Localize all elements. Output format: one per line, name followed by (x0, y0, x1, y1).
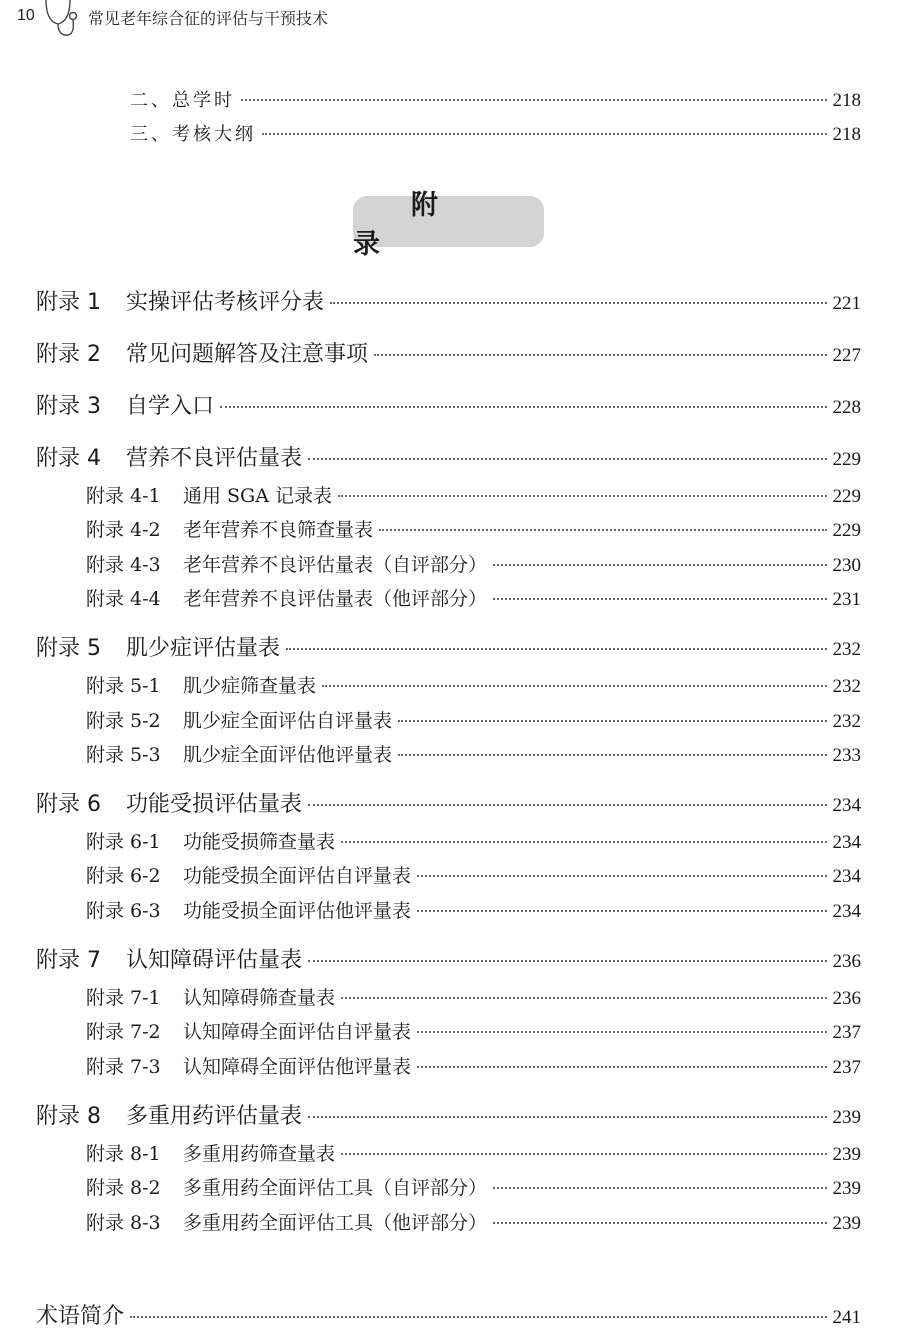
entry-title: 实操评估考核评分表 (126, 290, 325, 315)
entry-label (86, 1208, 487, 1235)
toc-entry-appendix[interactable] (36, 337, 861, 368)
toc-entry-subappendix[interactable] (86, 1139, 861, 1166)
page-ref: 239 (832, 1143, 861, 1165)
entry-title: 三、考核大纲 (130, 124, 256, 145)
dot-leader (322, 685, 826, 687)
entry-title: 老年营养不良评估量表（他评部分） (183, 587, 488, 610)
entry-title: 多重用药全面评估工具（自评部分） (183, 1177, 488, 1200)
page-ref: 231 (832, 588, 861, 610)
page-number: 10 (17, 7, 35, 24)
entry-number: 附录 2 (36, 342, 101, 367)
entry-title: 通用 SGA 记录表 (183, 485, 332, 507)
entry-title: 营养不良评估量表 (126, 446, 303, 471)
page-ref: 218 (832, 124, 861, 145)
dot-leader (330, 302, 826, 304)
stethoscope-icon (40, 0, 80, 40)
dot-leader (308, 1116, 826, 1118)
toc-entry-subappendix[interactable] (86, 481, 861, 508)
entry-number: 附录 8 (36, 1103, 101, 1129)
toc-entry-subappendix[interactable] (86, 861, 861, 888)
entry-number: 附录 4 (36, 446, 101, 471)
entry-label (36, 1299, 124, 1330)
entry-title: 多重用药评估量表 (126, 1103, 303, 1129)
toc-entry-subappendix[interactable] (86, 896, 861, 923)
dot-leader (417, 1066, 826, 1068)
dot-leader (417, 910, 826, 912)
entry-label (36, 337, 368, 368)
entry-number: 附录 6-1 (86, 831, 161, 854)
entry-label (36, 441, 302, 472)
entry-title: 认知障碍全面评估自评量表 (183, 1021, 412, 1044)
toc-entry-subappendix[interactable] (86, 740, 861, 767)
entry-number: 附录 5-3 (86, 743, 161, 766)
page-ref: 229 (832, 449, 861, 470)
page-ref: 228 (832, 397, 861, 418)
toc-entry-subappendix[interactable] (86, 1173, 861, 1200)
entry-number: 附录 5 (36, 636, 101, 662)
entry-label (36, 1099, 302, 1130)
dot-leader (374, 354, 826, 356)
entry-title: 功能受损全面评估自评量表 (183, 865, 412, 888)
page-ref: 230 (832, 554, 861, 576)
entry-title: 认知障碍评估量表 (126, 948, 303, 973)
dot-leader (493, 564, 826, 566)
dot-leader (493, 1222, 826, 1224)
dot-leader (398, 720, 826, 722)
dot-leader (417, 875, 826, 877)
entry-title: 自学入口 (126, 394, 215, 419)
entry-number: 附录 7-3 (86, 1055, 161, 1078)
entry-number: 附录 1 (36, 290, 101, 315)
entry-title: 功能受损筛查量表 (183, 831, 336, 854)
entry-title: 老年营养不良筛查量表 (183, 519, 374, 542)
page-ref: 234 (832, 866, 861, 888)
page-ref: 236 (832, 988, 861, 1009)
entry-number: 附录 4-2 (86, 519, 161, 542)
entry-label (86, 515, 373, 542)
entry-label (36, 285, 324, 316)
entry-title: 肌少症全面评估自评量表 (183, 709, 393, 732)
toc-entry-appendix[interactable] (36, 787, 861, 818)
dot-leader (262, 133, 827, 135)
page-ref: 218 (832, 90, 861, 111)
entry-number: 附录 7-2 (86, 1021, 161, 1044)
page-ref: 232 (832, 710, 861, 732)
entry-number: 附录 4-4 (86, 587, 161, 610)
entry-label (86, 1052, 411, 1079)
page-ref: 234 (832, 795, 861, 817)
toc-entry-appendix[interactable] (36, 285, 861, 316)
entry-number: 附录 7 (36, 948, 101, 973)
entry-title: 肌少症全面评估他评量表 (183, 743, 393, 766)
entry-number: 附录 8-1 (86, 1142, 161, 1165)
page-ref: 229 (832, 520, 861, 542)
entry-title: 肌少症筛查量表 (183, 675, 317, 698)
dot-leader (417, 1031, 826, 1033)
entry-label (130, 86, 235, 112)
entry-label (86, 1139, 335, 1166)
entry-label (86, 1173, 487, 1200)
dot-leader (286, 648, 826, 650)
book-title: 常见老年综合征的评估与干预技术 (88, 9, 329, 28)
entry-number: 附录 3 (36, 394, 101, 419)
entry-number: 附录 8-3 (86, 1211, 161, 1234)
entry-label (86, 983, 335, 1010)
toc-entry-subappendix[interactable] (86, 706, 861, 733)
entry-title: 二、总学时 (130, 90, 235, 111)
toc-entry-subappendix[interactable] (86, 550, 861, 577)
entry-label (86, 861, 411, 888)
entry-title: 多重用药全面评估工具（他评部分） (183, 1211, 488, 1234)
entry-title: 功能受损评估量表 (126, 792, 303, 818)
page-ref: 237 (832, 1056, 861, 1078)
toc-entry-appendix[interactable] (36, 1099, 861, 1130)
dot-leader (130, 1316, 826, 1318)
entry-label (86, 481, 332, 508)
section-title-appendix: 附录 (353, 196, 544, 247)
entry-number: 附录 4-1 (86, 485, 161, 507)
dot-leader (220, 406, 826, 408)
entry-title: 认知障碍筛查量表 (183, 987, 336, 1009)
dot-leader (308, 458, 826, 460)
dot-leader (379, 529, 826, 531)
dot-leader (398, 754, 826, 756)
toc-entry-appendix[interactable] (36, 943, 861, 974)
entry-label (86, 827, 335, 854)
dot-leader (341, 1153, 826, 1155)
toc-entry-subappendix[interactable] (86, 1052, 861, 1079)
entry-label (130, 120, 256, 146)
toc-entry-subappendix[interactable] (86, 983, 861, 1010)
toc-entry-glossary[interactable] (36, 1299, 861, 1330)
toc-entry-pre[interactable] (130, 120, 861, 146)
toc-entry-subappendix[interactable] (86, 515, 861, 542)
toc-entry-subappendix[interactable] (86, 827, 861, 854)
entry-label (86, 896, 411, 923)
page-ref: 229 (832, 486, 861, 507)
entry-label (86, 1017, 411, 1044)
page-ref: 234 (832, 832, 861, 854)
entry-number: 附录 6 (36, 792, 101, 818)
page-ref: 232 (832, 639, 861, 661)
dot-leader (341, 997, 826, 999)
entry-title: 术语简介 (36, 1304, 125, 1329)
page-ref: 234 (832, 900, 861, 922)
page-ref: 227 (832, 345, 861, 366)
entry-number: 附录 4-3 (86, 553, 161, 576)
entry-label (86, 584, 487, 611)
entry-label (86, 706, 392, 733)
toc-entry-subappendix[interactable] (86, 584, 861, 611)
toc-entry-appendix[interactable] (36, 389, 861, 420)
dot-leader (308, 960, 826, 962)
page-ref: 237 (832, 1022, 861, 1044)
dot-leader (493, 1187, 826, 1189)
dot-leader (493, 598, 826, 600)
entry-label (36, 943, 302, 974)
entry-number: 附录 6-2 (86, 865, 161, 888)
entry-number: 附录 5-1 (86, 675, 161, 698)
page-ref: 239 (832, 1106, 861, 1128)
dot-leader (338, 495, 827, 497)
entry-title: 功能受损全面评估他评量表 (183, 899, 412, 922)
entry-label (86, 671, 316, 698)
running-header (0, 0, 900, 40)
entry-number: 附录 8-2 (86, 1177, 161, 1200)
entry-title: 认知障碍全面评估他评量表 (183, 1055, 412, 1078)
entry-title: 多重用药筛查量表 (183, 1142, 336, 1165)
entry-number: 附录 7-1 (86, 987, 161, 1009)
page-ref: 239 (832, 1212, 861, 1234)
entry-label (86, 550, 487, 577)
entry-label (86, 740, 392, 767)
toc-entry-subappendix[interactable] (86, 1017, 861, 1044)
toc-entry-appendix[interactable] (36, 441, 861, 472)
entry-number: 附录 5-2 (86, 709, 161, 732)
entry-title: 肌少症评估量表 (126, 636, 281, 662)
toc-entry-appendix[interactable] (36, 631, 861, 662)
page-ref: 221 (832, 293, 861, 314)
page-ref: 232 (832, 676, 861, 698)
toc-entry-subappendix[interactable] (86, 1208, 861, 1235)
page-ref: 236 (832, 951, 861, 972)
toc-entry-pre[interactable] (130, 86, 861, 112)
page-ref: 241 (832, 1307, 861, 1328)
entry-label (36, 787, 302, 818)
dot-leader (241, 99, 827, 101)
page-ref: 233 (832, 744, 861, 766)
entry-label (36, 631, 280, 662)
entry-title: 常见问题解答及注意事项 (126, 342, 369, 367)
dot-leader (308, 804, 826, 806)
entry-label (36, 389, 214, 420)
entry-number: 附录 6-3 (86, 899, 161, 922)
page-ref: 239 (832, 1178, 861, 1200)
entry-title: 老年营养不良评估量表（自评部分） (183, 553, 488, 576)
dot-leader (341, 841, 826, 843)
toc-entry-subappendix[interactable] (86, 671, 861, 698)
